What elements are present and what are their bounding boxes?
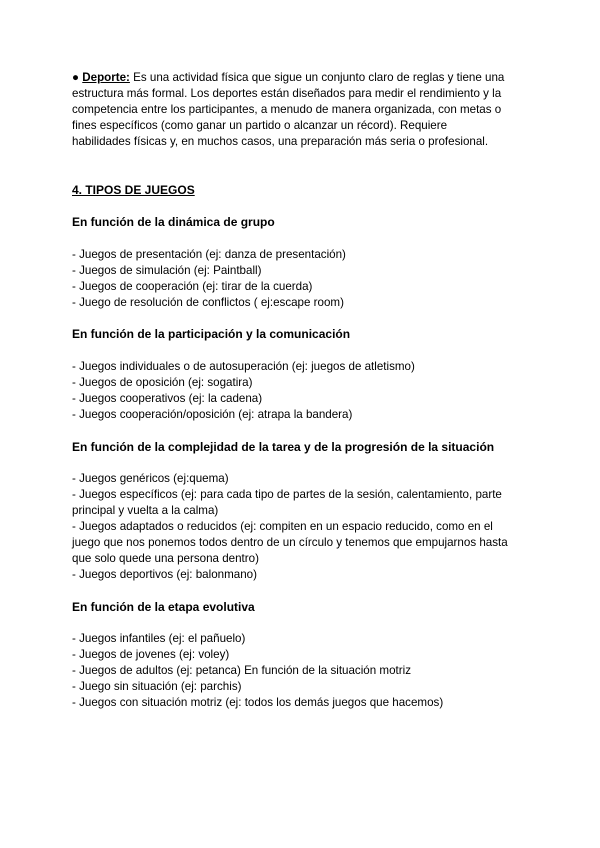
group-heading: En función de la etapa evolutiva — [72, 600, 255, 614]
intro-line-3: fines específicos (como ganar un partido o alcanzar un récord). Requiere — [72, 119, 448, 132]
list-item: - Juegos específicos (ej: para cada tipo de partes de la sesión, calentamiento, parte — [72, 488, 502, 501]
list-item: - Juegos cooperación/oposición (ej: atrapa la bandera) — [72, 408, 353, 421]
intro-text: Es una actividad física que sigue un conjunto claro de reglas y tiene una — [129, 71, 505, 84]
section-title: 4. TIPOS DE JUEGOS — [72, 183, 195, 197]
list-item: - Juegos de adultos (ej: petanca) En función de la situación motriz — [72, 664, 411, 677]
list-item: - Juego de resolución de conflictos ( ej:escape room) — [72, 296, 344, 309]
list-item: - Juegos de presentación (ej: danza de presentación) — [72, 248, 346, 261]
list-item: - Juego sin situación (ej: parchis) — [72, 680, 242, 693]
list-item: - Juegos adaptados o reducidos (ej: compiten en un espacio reducido, como en el — [72, 520, 493, 533]
list-item: que solo quede una persona dentro) — [72, 552, 259, 565]
list-item: principal y vuelta a la calma) — [72, 504, 219, 517]
list-item: - Juegos individuales o de autosuperación (ej: juegos de atletismo) — [72, 360, 415, 373]
intro-line-4: habilidades físicas y, en muchos casos, una preparación más seria o profesional. — [72, 135, 489, 148]
list-item: - Juegos con situación motriz (ej: todos los demás juegos que hacemos) — [72, 696, 444, 709]
list-item: - Juegos de simulación (ej: Paintball) — [72, 264, 262, 277]
intro-line-2: competencia entre los participantes, a menudo de manera organizada, con metas o — [72, 103, 502, 116]
list-item: - Juegos infantiles (ej: el pañuelo) — [72, 632, 246, 645]
term-deporte: Deporte: — [82, 71, 130, 84]
intro-line-0 — [72, 70, 504, 86]
list-item: - Juegos de jovenes (ej: voley) — [72, 648, 230, 661]
list-item: - Juegos genéricos (ej:quema) — [72, 472, 229, 485]
group-heading: En función de la participación y la comunicación — [72, 327, 351, 341]
list-item: - Juegos de cooperación (ej: tirar de la cuerda) — [72, 280, 313, 293]
bullet: ● — [72, 71, 80, 84]
list-item: juego que nos ponemos todos dentro de un círculo y tenemos que empujarnos hasta — [72, 536, 508, 549]
group-heading: En función de la dinámica de grupo — [72, 215, 275, 229]
list-item: - Juegos de oposición (ej: sogatira) — [72, 376, 253, 389]
list-item: - Juegos cooperativos (ej: la cadena) — [72, 392, 263, 405]
list-item: - Juegos deportivos (ej: balonmano) — [72, 568, 257, 581]
intro-line-1: estructura más formal. Los deportes están diseñados para medir el rendimiento y la — [72, 87, 502, 100]
group-heading: En función de la complejidad de la tarea y de la progresión de la situación — [72, 440, 495, 454]
